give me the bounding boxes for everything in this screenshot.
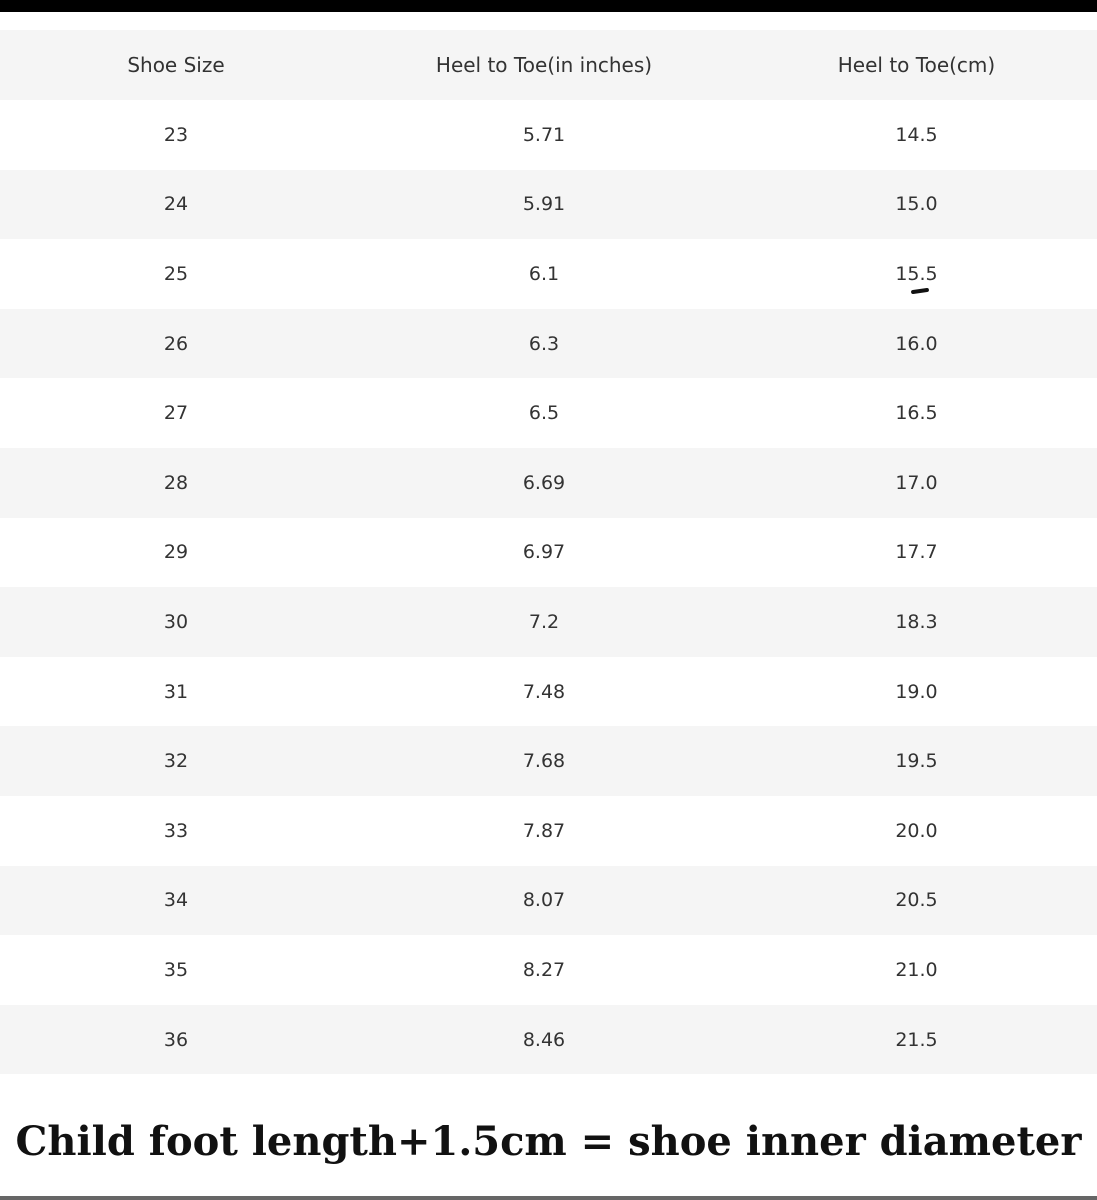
header-heel-to-toe-inches: Heel to Toe(in inches)	[435, 53, 653, 77]
cell-inches: 6.5	[528, 402, 560, 425]
table-row	[0, 170, 1097, 240]
cell-inches: 7.68	[522, 750, 566, 773]
table-row	[0, 796, 1097, 866]
cell-cm: 18.3	[895, 610, 938, 633]
footnote-formula: Child foot length+1.5cm = shoe inner diameter	[15, 1118, 1082, 1165]
table-body	[0, 100, 1097, 1074]
cell-inches: 5.91	[522, 193, 566, 216]
table-row	[0, 657, 1097, 727]
table-header-row	[0, 30, 1097, 100]
table-row	[0, 587, 1097, 657]
cell-cm: 19.0	[895, 680, 938, 703]
cell-inches: 7.48	[522, 680, 566, 703]
table-row	[0, 935, 1097, 1005]
cell-cm: 19.5	[895, 750, 938, 773]
top-border	[0, 0, 1097, 12]
cell-shoe-size: 36	[163, 1028, 189, 1051]
table-row	[0, 448, 1097, 518]
table-row	[0, 309, 1097, 379]
cell-cm: 15.0	[895, 193, 938, 216]
cell-inches: 6.69	[522, 471, 566, 494]
cell-shoe-size: 35	[163, 958, 189, 981]
table-row	[0, 866, 1097, 936]
cell-shoe-size: 27	[163, 402, 189, 425]
cell-shoe-size: 23	[163, 123, 189, 146]
cell-shoe-size: 33	[163, 819, 189, 842]
table-row	[0, 518, 1097, 588]
cell-inches: 6.97	[522, 541, 566, 564]
cell-cm: 21.0	[895, 958, 938, 981]
cell-inches: 6.3	[528, 332, 560, 355]
cell-shoe-size: 30	[163, 610, 189, 633]
cell-shoe-size: 28	[163, 471, 189, 494]
cell-inches: 5.71	[522, 123, 566, 146]
cell-inches: 7.2	[528, 610, 560, 633]
cell-inches: 7.87	[522, 819, 566, 842]
cell-shoe-size: 26	[163, 332, 189, 355]
table-row	[0, 378, 1097, 448]
cell-inches: 8.07	[522, 889, 566, 912]
cell-inches: 8.27	[522, 958, 566, 981]
cell-cm: 21.5	[895, 1028, 938, 1051]
size-chart-table	[0, 30, 1097, 1074]
cell-cm: 17.0	[895, 471, 938, 494]
header-shoe-size: Shoe Size	[127, 53, 225, 77]
cell-cm: 15.5	[895, 262, 938, 285]
cell-cm: 17.7	[895, 541, 938, 564]
cell-cm: 14.5	[895, 123, 938, 146]
cell-cm: 20.5	[895, 889, 938, 912]
table-row	[0, 239, 1097, 309]
cell-inches: 8.46	[522, 1028, 566, 1051]
cell-shoe-size: 25	[163, 262, 189, 285]
cell-shoe-size: 31	[163, 680, 189, 703]
table-row	[0, 726, 1097, 796]
cell-shoe-size: 24	[163, 193, 189, 216]
cell-cm: 16.5	[895, 402, 938, 425]
table-row	[0, 1005, 1097, 1075]
cell-inches: 6.1	[528, 262, 560, 285]
cell-cm: 20.0	[895, 819, 938, 842]
bottom-border	[0, 1196, 1097, 1200]
cell-shoe-size: 29	[163, 541, 189, 564]
header-heel-to-toe-cm: Heel to Toe(cm)	[837, 53, 996, 77]
table-row	[0, 100, 1097, 170]
cell-cm: 16.0	[895, 332, 938, 355]
cell-shoe-size: 34	[163, 889, 189, 912]
cell-shoe-size: 32	[163, 750, 189, 773]
